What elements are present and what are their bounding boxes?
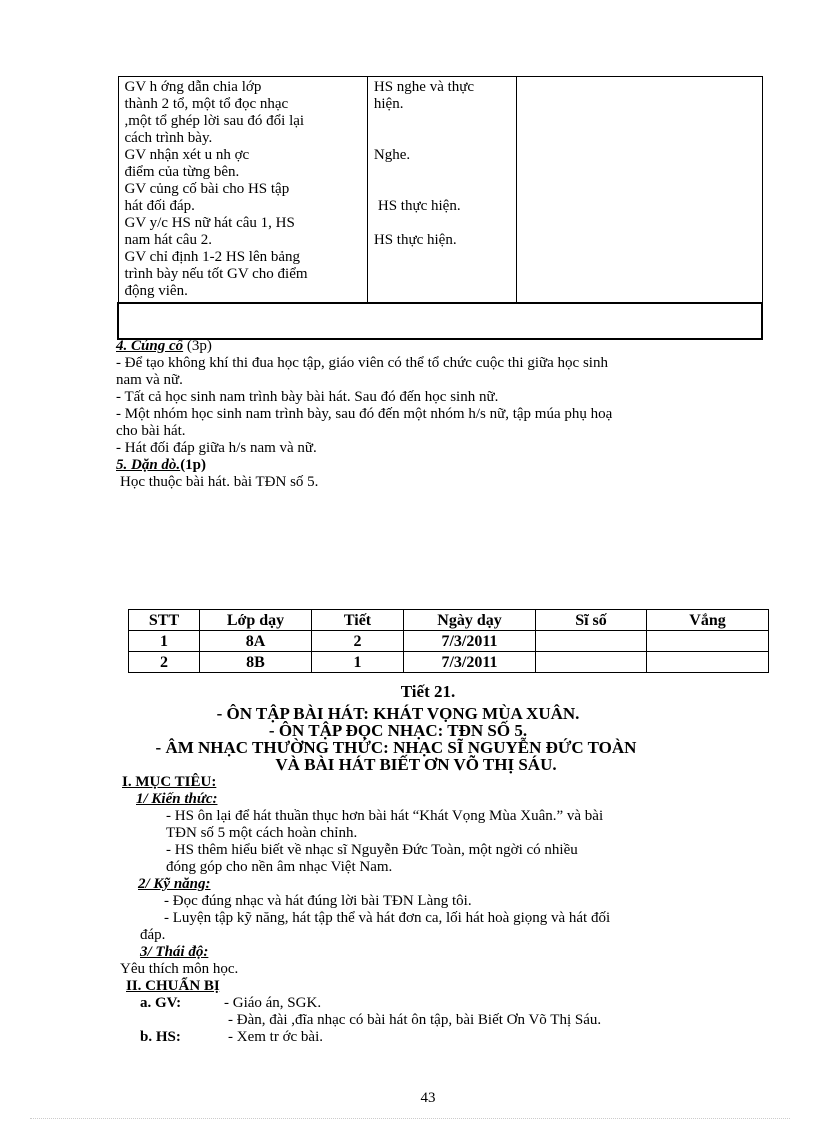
schedule-table <box>128 609 769 673</box>
gv-label: a. GV: <box>140 995 182 1011</box>
preparation-heading: II. CHUẨN BỊ <box>126 978 220 994</box>
objectives-heading: I. MỤC TIÊU: <box>122 774 217 790</box>
homework-text: Học thuộc bài hát. bài TĐN số 5. <box>120 474 319 490</box>
consolidate-heading: 4. Củng cố <box>116 338 184 354</box>
lesson-title-line: - ÔN TẬP ĐỌC NHẠC: TĐN SỐ 5. <box>268 721 528 740</box>
homework-heading: 5. Dặn dò. <box>116 457 181 473</box>
knowledge-heading: 1/ Kiến thức: <box>136 791 218 807</box>
lesson-period: Tiết 21. <box>400 682 456 701</box>
objectives-section: I. MỤC TIÊU: 1/ Kiến thức: - HS ôn lại để hát thuần thục hơn bài hát “Khát Vọng Mùa Xuân.” và bài TĐN số 5 một cách hoàn chỉnh. - HS thêm hiểu biết về nhạc sĩ Nguyễn Đức Toàn, một ngời có nhiều đóng góp cho nền âm nhạc Việt Nam. 2/ Kỹ năng: - Đọc đúng nhạc và hát đúng lời bài TĐN Làng tôi. - Luyện tập kỹ năng, hát tập thể và hát đơn ca, lối hát hoà giọng và hát đối đáp. 3/ Thái độ: Yêu thích môn học. II. CHUẨN BỊ a. GV: - Giáo án, SGK. - Đàn, đài ,đĩa nhạc có bài hát ôn tập, bài Biết Ơn Võ Thị Sáu. b. HS: - Xem tr ớc bài. <box>120 774 760 1046</box>
content-cell <box>517 77 762 304</box>
lesson-title-line: VÀ BÀI HÁT BIẾT ƠN VÕ THỊ SÁU. <box>275 755 557 774</box>
skills-heading: 2/ Kỹ năng: <box>138 876 211 892</box>
empty-row <box>118 303 762 339</box>
lesson-title-line: - ÔN TẬP BÀI HÁT: KHÁT VỌNG MÙA XUÂN. <box>216 704 580 723</box>
attitude-heading: 3/ Thái độ: <box>140 944 209 960</box>
hs-label: b. HS: <box>140 1029 181 1045</box>
page-number: 43 <box>420 1090 436 1106</box>
lesson-title-line: - ÂM NHẠC THƯỜNG THỨC: NHẠC SĨ NGUYỄN ĐỨC TOÀN <box>155 738 637 757</box>
schedule-header-row: STT Lớp dạy Tiết Ngày dạy Sĩ số Vắng <box>129 610 769 631</box>
table-row: 2 8B 1 7/3/2011 <box>129 652 769 673</box>
student-activity-cell: HS nghe và thực hiện. Nghe. HS thực hiện. HS thực hiện. <box>367 77 516 304</box>
activity-table <box>117 76 763 340</box>
footer-divider <box>30 1118 790 1119</box>
teacher-activity-cell: GV h ớng dẫn chia lớp thành 2 tổ, một tổ đọc nhạc ,một tổ ghép lời sau đó đổi lại cách trình bày. GV nhận xét u nh ợc điểm của từng bên. GV củng cố bài cho HS tập hát đối đáp. GV y/c HS nữ hát câu 1, HS nam hát câu 2. GV chỉ định 1-2 HS lên bảng trình bày nếu tốt GV cho điểm động viên. <box>118 77 367 304</box>
table-row: 1 8A 2 7/3/2011 <box>129 631 769 652</box>
consolidate-section: 4. Củng cố (3p) - Để tạo không khí thi đua học tập, giáo viên có thể tổ chức cuộc thi giữa học sinh nam và nữ. - Tất cả học sinh nam trình bày bài hát. Sau đó đến học sinh nữ. - Một nhóm học sinh nam trình bày, sau đó đến một nhóm h/s nữ, tập múa phụ hoạ cho bài hát. - Hát đối đáp giữa h/s nam và nữ. 5. Dặn dò.(1p) Học thuộc bài hát. bài TĐN số 5. <box>116 338 776 491</box>
